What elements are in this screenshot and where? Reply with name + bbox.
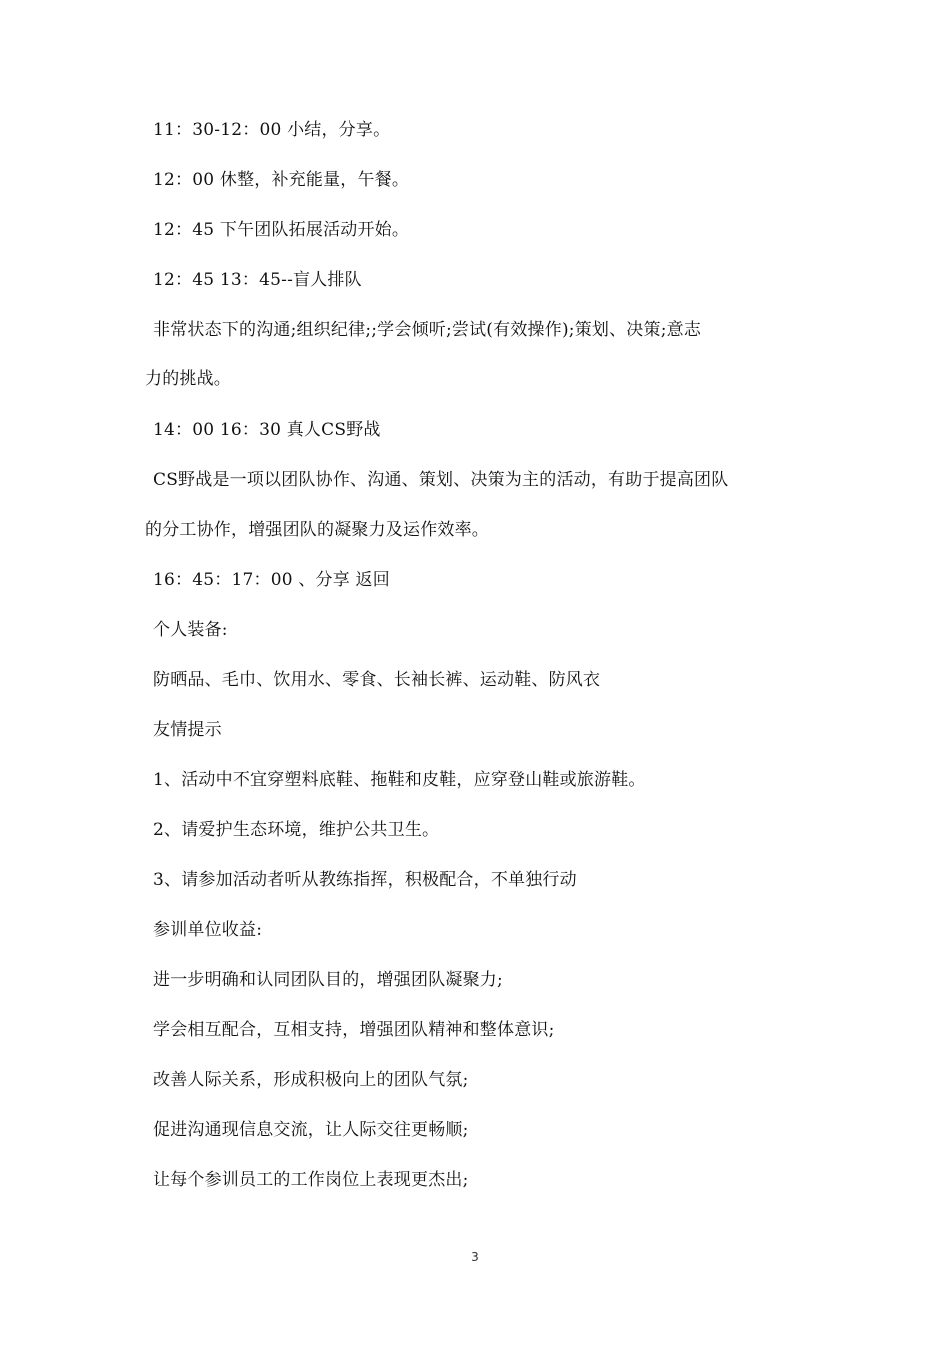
- benefit-item-1: 进一步明确和认同团队目的，增强团队凝聚力;: [153, 970, 503, 990]
- benefit-item-4: 促进沟通现信息交流，让人际交往更畅顺;: [153, 1120, 469, 1140]
- tip-item-3: 3、请参加活动者听从教练指挥，积极配合，不单独行动: [153, 870, 577, 890]
- schedule-line-cs-field: 14：00 16：30 真人CS野战: [153, 420, 381, 440]
- paragraph-cs-desc-1: CS野战是一项以团队协作、沟通、策划、决策为主的活动，有助于提高团队: [153, 470, 729, 490]
- paragraph-cs-desc-2: 的分工协作，增强团队的凝聚力及运作效率。: [145, 520, 489, 540]
- equipment-list: 防晒品、毛巾、饮用水、零食、长袖长裤、运动鞋、防风衣: [153, 670, 601, 690]
- page-number: 3: [471, 1250, 479, 1264]
- benefit-item-3: 改善人际关系，形成积极向上的团队气氛;: [153, 1070, 469, 1090]
- benefit-item-2: 学会相互配合，互相支持，增强团队精神和整体意识;: [153, 1020, 555, 1040]
- paragraph-blind-queue-desc-2: 力的挑战。: [145, 369, 231, 389]
- benefit-item-5: 让每个参训员工的工作岗位上表现更杰出;: [153, 1170, 469, 1190]
- tip-item-2: 2、请爱护生态环境，维护公共卫生。: [153, 820, 440, 840]
- schedule-line-1130: 11：30-12：00 小结，分享。: [153, 120, 391, 140]
- schedule-line-1200: 12：00 休整，补充能量，午餐。: [153, 170, 410, 190]
- schedule-line-blind-queue: 12：45 13：45--盲人排队: [153, 270, 362, 290]
- tip-item-1: 1、活动中不宜穿塑料底鞋、拖鞋和皮鞋，应穿登山鞋或旅游鞋。: [153, 770, 646, 790]
- schedule-line-1245-start: 12：45 下午团队拓展活动开始。: [153, 220, 410, 240]
- heading-personal-equipment: 个人装备:: [153, 620, 228, 640]
- heading-benefits: 参训单位收益:: [153, 920, 263, 940]
- heading-friendly-tips: 友情提示: [153, 720, 222, 740]
- paragraph-blind-queue-desc-1: 非常状态下的沟通;组织纪律;;学会倾听;尝试(有效操作);策划、决策;意志: [153, 320, 702, 340]
- schedule-line-return: 16：45：17：00 、分享 返回: [153, 570, 390, 590]
